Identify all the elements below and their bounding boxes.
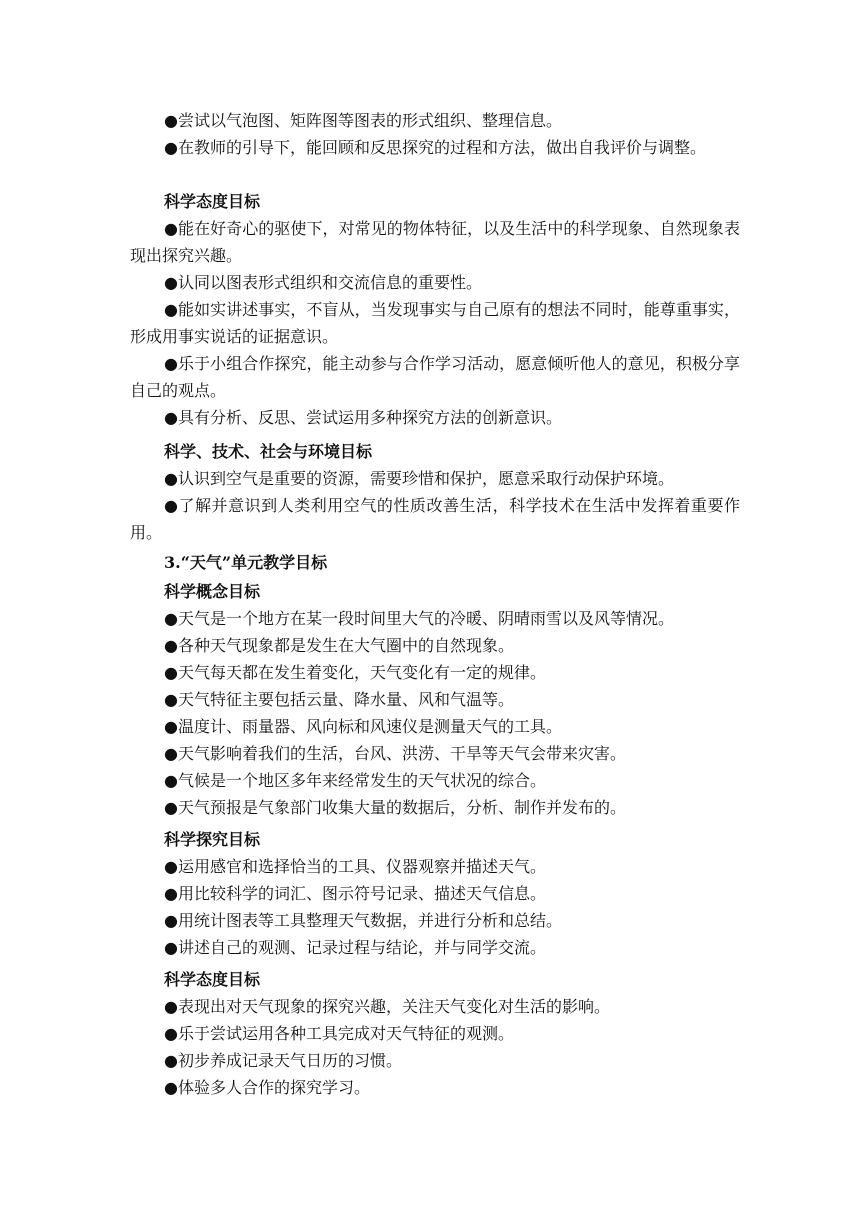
paragraph: ●认同以图表形式组织和交流信息的重要性。 (164, 273, 482, 292)
list-item: ●天气影响着我们的生活，台风、洪涝、干旱等天气会带来灾害。 (164, 744, 626, 763)
paragraph: ●能在好奇心的驱使下，对常见的物体特征，以及生活中的科学现象、自然现象表现出探究兴趣。 (130, 219, 740, 265)
paragraph: ●能如实讲述事实，不盲从，当发现事实与自己原有的想法不同时，能尊重事实，形成用事实说话的证据意识。 (130, 300, 740, 346)
list-item: ●天气特征主要包括云量、降水量、风和气温等。 (164, 690, 514, 709)
list-item: ●天气是一个地方在某一段时间里大气的冷暖、阴晴雨雪以及风等情况。 (164, 609, 674, 628)
list-item: ●用统计图表等工具整理天气数据，并进行分析和总结。 (164, 911, 562, 930)
list-item: ●用比较科学的词汇、图示符号记录、描述天气信息。 (164, 884, 546, 903)
list-item: ●表现出对天气现象的探究兴趣，关注天气变化对生活的影响。 (164, 997, 610, 1016)
section-heading: 科学态度目标 (164, 192, 261, 211)
section-heading: 科学概念目标 (164, 582, 261, 601)
paragraph: ●了解并意识到人类利用空气的性质改善生活，科学技术在生活中发挥着重要作用。 (130, 496, 740, 542)
list-item: ●初步养成记录天气日历的习惯。 (164, 1051, 402, 1070)
unit-heading: 3.“天气”单元教学目标 (164, 553, 328, 572)
section-heading: 科学、技术、社会与环境目标 (164, 442, 373, 461)
paragraph: ●乐于小组合作探究，能主动参与合作学习活动，愿意倾听他人的意见，积极分享自己的观点。 (130, 354, 740, 400)
list-item: ●各种天气现象都是发生在大气圈中的自然现象。 (164, 636, 514, 655)
section-heading: 科学探究目标 (164, 830, 261, 849)
list-item: ●体验多人合作的探究学习。 (164, 1078, 370, 1097)
list-item: ●气候是一个地区多年来经常发生的天气状况的综合。 (164, 771, 546, 790)
paragraph: ●认识到空气是重要的资源，需要珍惜和保护，愿意采取行动保护环境。 (164, 469, 674, 488)
section-heading: 科学态度目标 (164, 970, 261, 989)
paragraph: ●具有分析、反思、尝试运用多种探究方法的创新意识。 (164, 408, 562, 427)
list-item: ●运用感官和选择恰当的工具、仪器观察并描述天气。 (164, 857, 546, 876)
paragraph: ●尝试以气泡图、矩阵图等图表的形式组织、整理信息。 (164, 111, 562, 130)
list-item: ●天气每天都在发生着变化，天气变化有一定的规律。 (164, 663, 546, 682)
list-item: ●天气预报是气象部门收集大量的数据后，分析、制作并发布的。 (164, 798, 626, 817)
list-item: ●温度计、雨量器、风向标和风速仪是测量天气的工具。 (164, 717, 562, 736)
list-item: ●讲述自己的观测、记录过程与结论，并与同学交流。 (164, 938, 546, 957)
list-item: ●乐于尝试运用各种工具完成对天气特征的观测。 (164, 1024, 514, 1043)
paragraph: ●在教师的引导下，能回顾和反思探究的过程和方法，做出自我评价与调整。 (164, 138, 706, 157)
